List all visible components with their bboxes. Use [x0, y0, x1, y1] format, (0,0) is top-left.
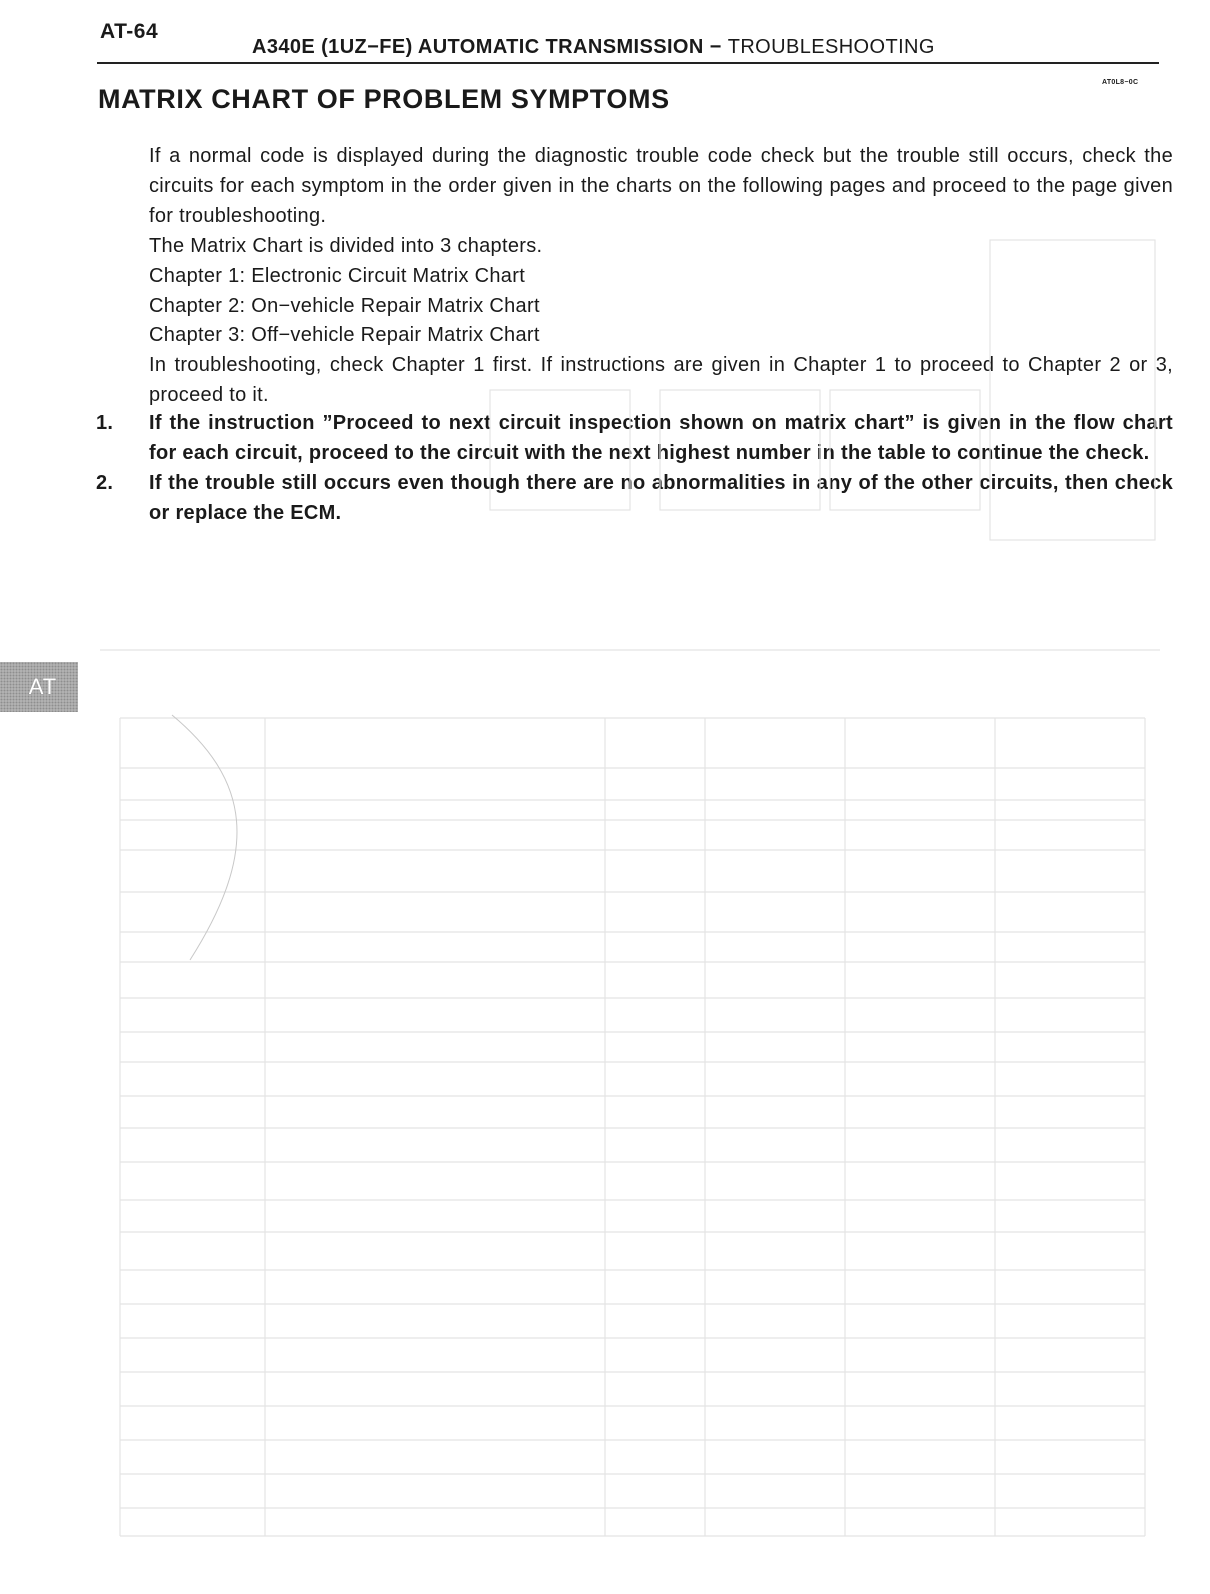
matrix-chart-division: The Matrix Chart is divided into 3 chapters. [149, 234, 543, 257]
instruction-number: 1. [96, 412, 114, 434]
intro-text [149, 142, 1173, 411]
side-tab-label: AT [28, 674, 58, 699]
chapter-1-line: Chapter 1: Electronic Circuit Matrix Chart [149, 264, 526, 287]
instruction-list [96, 409, 1173, 529]
reference-code: AT0L8−0C [1102, 79, 1139, 86]
intro-paragraph: If a normal code is displayed during the diagnostic trouble code check but the trouble still occurs, check the circuits for each symptom in the order given in the charts on the following pages and proceed to the page given for troubleshooting. [149, 145, 1173, 227]
section-title: MATRIX CHART OF PROBLEM SYMPTOMS [98, 84, 670, 114]
header-separator: − [703, 36, 728, 58]
section-side-tab [0, 662, 78, 712]
instruction-text: If the trouble still occurs even though there are no abnormalities in any of the other circuits, then check or replace the ECM. [149, 471, 1173, 524]
chapter-3-line: Chapter 3: Off−vehicle Repair Matrix Chart [149, 324, 540, 347]
troubleshooting-order: In troubleshooting, check Chapter 1 first. If instructions are given in Chapter 1 to proceed to Chapter 2 or 3, proceed to it. [149, 354, 1173, 407]
instruction-text: If the instruction ”Proceed to next circuit inspection shown on matrix chart” is given in the flow chart for each circuit, proceed to the circuit with the next highest number in the table to continue the check. [149, 412, 1173, 464]
chapter-2-line: Chapter 2: On−vehicle Repair Matrix Chart [149, 294, 540, 317]
header-rule [97, 62, 1159, 64]
page-number: AT-64 [100, 20, 159, 43]
running-header [252, 36, 935, 59]
header-title: A340E (1UZ−FE) AUTOMATIC TRANSMISSION [252, 36, 704, 58]
instruction-number: 2. [96, 471, 114, 494]
instruction-item-2 [96, 469, 1173, 529]
header-subtitle: TROUBLESHOOTING [727, 36, 935, 58]
instruction-item-1 [96, 409, 1173, 469]
